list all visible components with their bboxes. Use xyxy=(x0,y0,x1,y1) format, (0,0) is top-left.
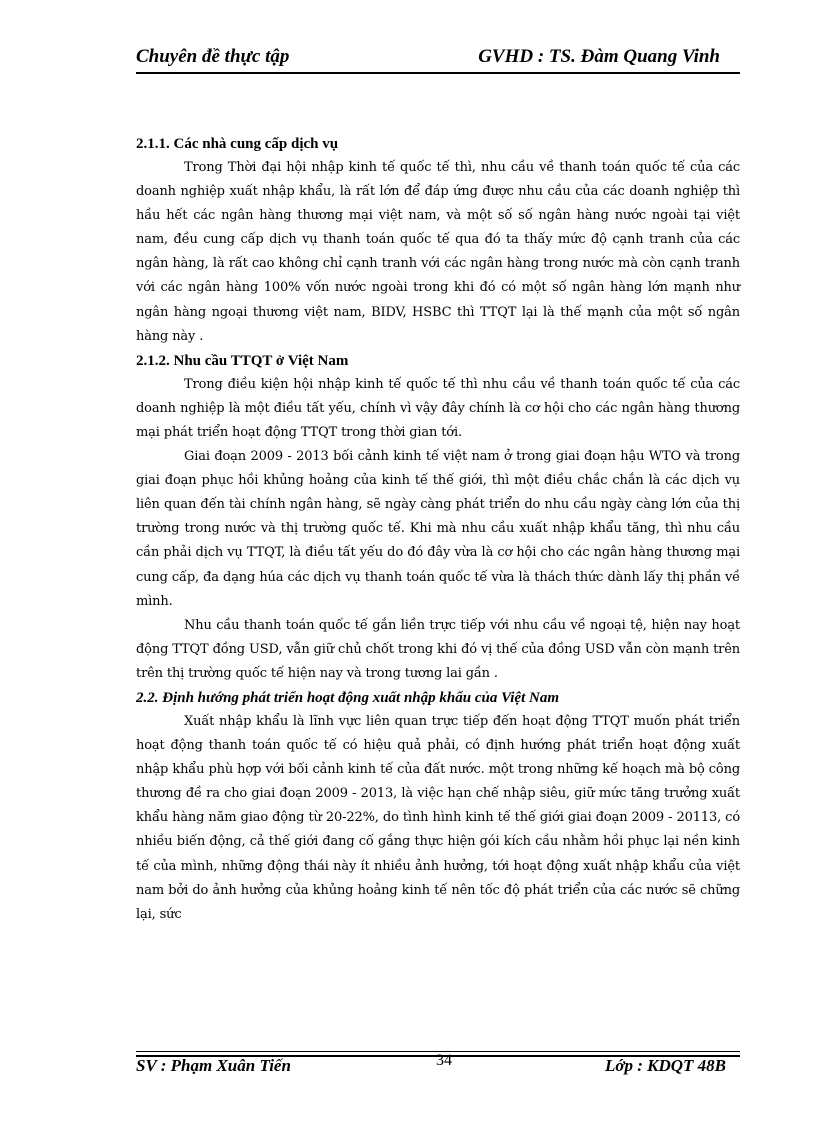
footer-student: SV : Phạm Xuân Tiến xyxy=(136,1056,291,1075)
header-title: Chuyên đề thực tập xyxy=(136,46,290,67)
page-number: 34 xyxy=(436,1052,452,1069)
section-heading-2-1-2: 2.1.2. Nhu cầu TTQT ở Việt Nam xyxy=(136,352,349,369)
paragraph: Nhu cầu thanh toán quốc tế gắn liền trực tiếp với nhu cầu về ngoại tệ, hiện nay hoạt động TTQT đồng USD, vẫn giữ chủ chốt trong khi đó vị thế của đồng USD vẫn còn mạnh trên trên thị trường quốc tế hiện nay và trong tương lai gần . xyxy=(136,617,740,681)
paragraph: Trong điều kiện hội nhập kinh tế quốc tế thì nhu cầu về thanh toán quốc tế của các doanh nghiệp là một điều tất yếu, chính vì vậy đây chính là cơ hội cho các ngân hàng thương mại phát triển hoạt động TTQT trong thời gian tới. xyxy=(136,376,740,440)
paragraph: Xuất nhập khẩu là lĩnh vực liên quan trực tiếp đến hoạt động TTQT muốn phát triển hoạt động thanh toán quốc tế có hiệu quả phải, có định hướng phát triển hoạt động xuất nhập khẩu phù hợp với bối cảnh kinh tế của đất nước. một trong những kế hoạch mà bộ công thương đề ra cho giai đoạn 2009 - 2013, là việc hạn chế nhập siêu, giữ mức tăng trưởng xuất khẩu hàng năm giao động từ 20-22%, do tình hình kinh tế thế giới giai đoạn 2009 - 20113, có nhiều biến động, cả thế giới đang cố gắng thực hiện gói kích cầu nhằm hồi phục lại nền kinh tế của mình, những động thái này ít nhiều ảnh hưởng, tới hoạt động xuất nhập khẩu của việt nam bởi do ảnh hưởng của khủng hoảng kinh tế nên tốc độ phát triển của các nước sẽ chững lại, sức xyxy=(136,713,740,922)
paragraph: Giai đoạn 2009 - 2013 bối cảnh kinh tế việt nam ở trong giai đoạn hậu WTO và trong giai đoạn phục hồi khủng hoảng của kinh tế thế giới, thì một điều chắc chắn là các dịch vụ liên quan đến tài chính ngân hàng, sẽ ngày càng phát triển do nhu cầu ngày càng lớn của thị trường trong nước và thị trường quốc tế. Khi mà nhu cầu xuất nhập khẩu tăng, thì nhu cầu cần phải dịch vụ TTQT, là điều tất yếu do đó đây vừa là cơ hội cho các ngân hàng thương mại cung cấp, đa dạng húa các dịch vụ thanh toán quốc tế vừa là thách thức dành lấy thị phần về mình. xyxy=(136,449,740,609)
section-heading-2-2: 2.2. Định hướng phát triển hoạt động xuất nhập khẩu của Việt Nam xyxy=(136,689,559,706)
section-heading-2-1-1: 2.1.1. Các nhà cung cấp dịch vụ xyxy=(136,136,339,152)
document-body xyxy=(136,132,740,927)
page-header xyxy=(136,46,740,72)
header-supervisor: GVHD : TS. Đàm Quang Vinh xyxy=(478,46,720,67)
page-footer xyxy=(136,1054,740,1080)
footer-class: Lớp : KDQT 48B xyxy=(604,1056,726,1075)
paragraph: Trong Thời đại hội nhập kinh tế quốc tế thì, nhu cầu về thanh toán quốc tế của các doanh nghiệp xuất nhập khẩu, là rất lớn để đáp ứng được nhu cầu của các doanh nghiệp thì hầu hết các ngân hàng thương mại việt nam, và một số số ngân hàng nước ngoài tại việt nam, đều cung cấp dịch vụ thanh toán quốc tế qua đó ta thấy mức độ cạnh tranh của các ngân hàng, là rất cao không chỉ cạnh tranh với các ngân hàng trong nước mà còn cạnh tranh với các ngân hàng 100% vốn nước ngoài trong khi đó có một số ngân hàng lớn mạnh như ngân hàng ngoại thương việt nam, BIDV, HSBC thì TTQT lại là thế mạnh của một số ngân hàng này . xyxy=(136,160,740,344)
header-divider xyxy=(136,72,740,74)
